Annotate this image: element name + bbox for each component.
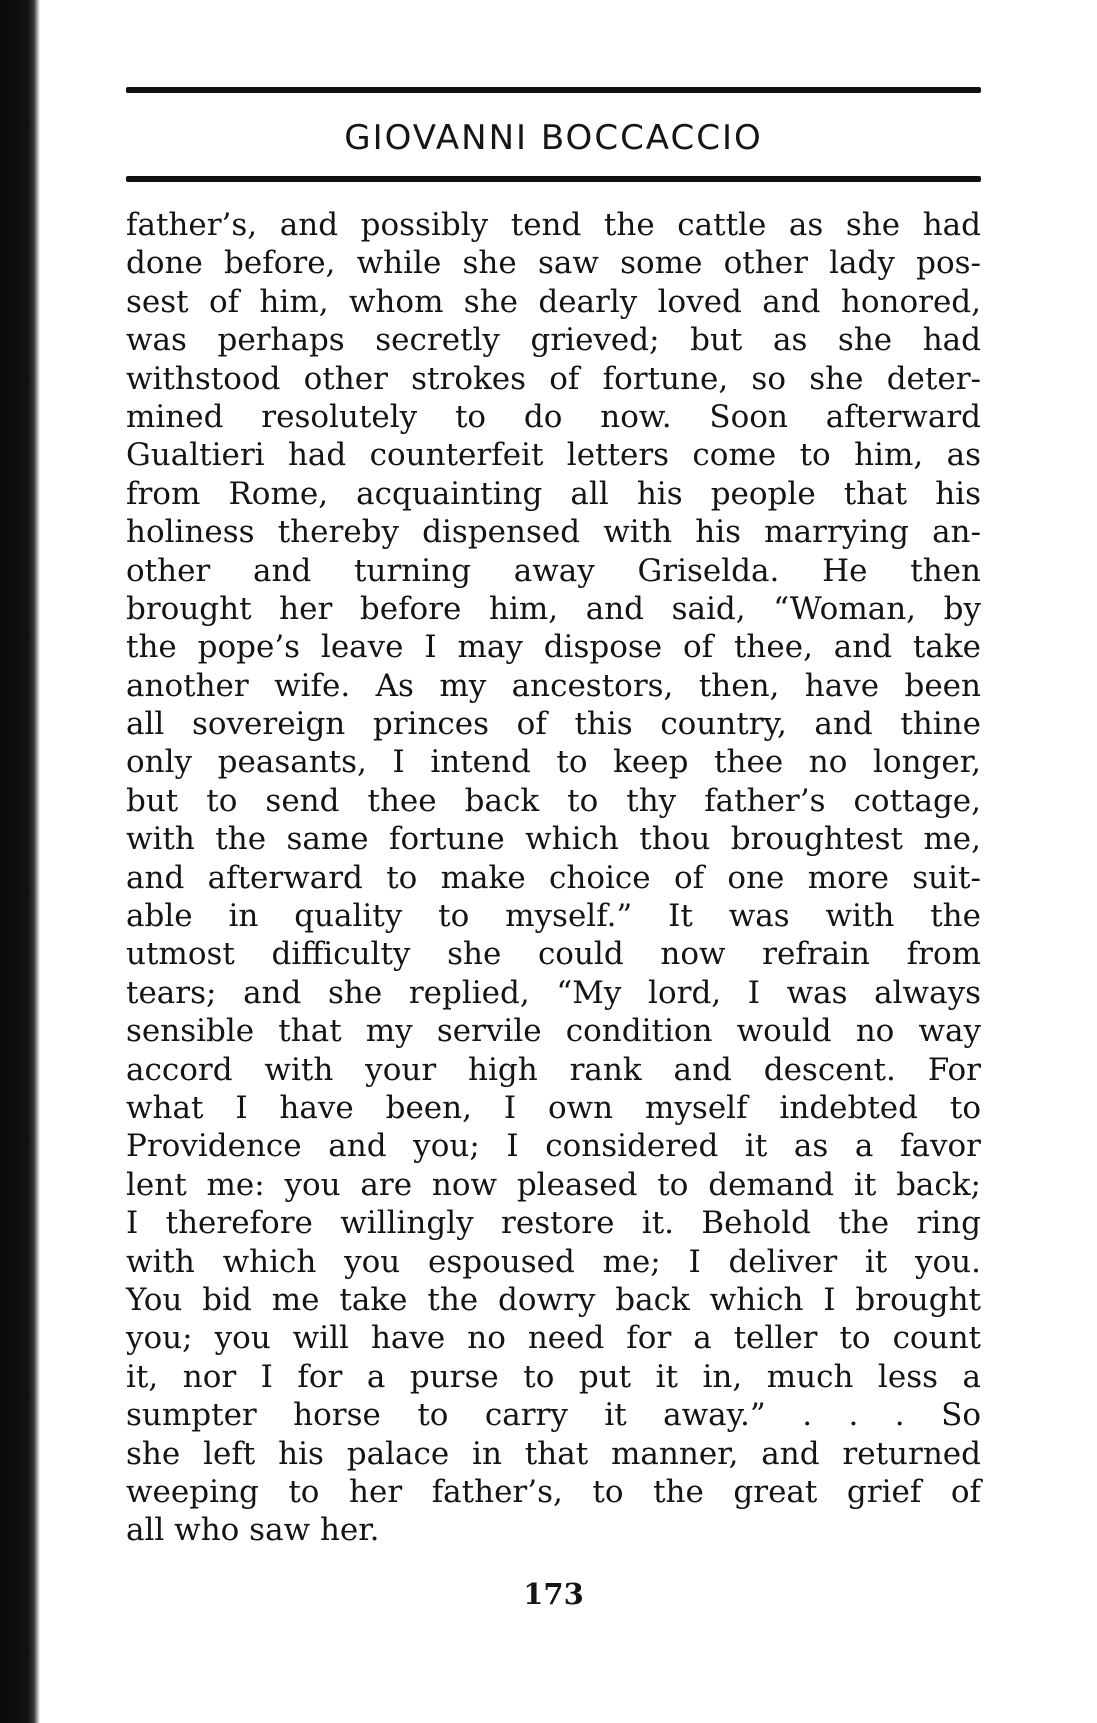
text-line: another wife. As my ancestors, then, have been <box>126 667 981 704</box>
text-line: but to send thee back to thy father’s cottage, <box>126 782 981 819</box>
text-line-last: all who saw her. <box>126 1512 380 1549</box>
text-line: from Rome, acquainting all his people that his <box>126 475 981 512</box>
body-text <box>126 206 981 1550</box>
text-line: tears; and she replied, “My lord, I was always <box>126 974 981 1011</box>
text-line: and afterward to make choice of one more suit- <box>126 859 981 896</box>
text-line: You bid me take the dowry back which I brought <box>126 1281 981 1318</box>
text-line: mined resolutely to do now. Soon afterward <box>126 398 981 435</box>
text-line: done before, while she saw some other lady pos- <box>126 245 981 282</box>
text-line: other and turning away Griselda. He then <box>126 552 981 589</box>
text-line: it, nor I for a purse to put it in, much less a <box>126 1358 981 1395</box>
text-line: sumpter horse to carry it away.” . . . So <box>126 1397 981 1434</box>
text-line: lent me: you are now pleased to demand it back; <box>126 1166 981 1203</box>
text-line: weeping to her father’s, to the great grief of <box>126 1473 981 1510</box>
text-line: she left his palace in that manner, and returned <box>126 1435 981 1472</box>
text-line: only peasants, I intend to keep thee no longer, <box>126 744 981 781</box>
text-line: with which you espoused me; I deliver it you. <box>126 1243 981 1280</box>
header-rule-bottom <box>126 176 981 182</box>
text-line: brought her before him, and said, “Woman, by <box>126 590 981 627</box>
text-line: was perhaps secretly grieved; but as she had <box>126 322 981 359</box>
text-line: sest of him, whom she dearly loved and honored, <box>126 283 981 320</box>
text-line: you; you will have no need for a teller to count <box>126 1320 981 1357</box>
text-line: holiness thereby dispensed with his marrying an- <box>126 514 981 551</box>
text-line: what I have been, I own myself indebted to <box>126 1089 981 1126</box>
page-number: 173 <box>523 1577 584 1611</box>
text-line: sensible that my servile condition would no way <box>126 1013 981 1050</box>
text-line: Providence and you; I considered it as a favor <box>126 1128 981 1165</box>
text-line: father’s, and possibly tend the cattle as she had <box>126 207 981 243</box>
text-line: withstood other strokes of fortune, so she deter- <box>126 360 981 397</box>
text-line: I therefore willingly restore it. Behold the ring <box>126 1205 981 1242</box>
text-line: Gualtieri had counterfeit letters come to him, as <box>126 437 981 474</box>
text-line: utmost difficulty she could now refrain from <box>126 936 981 973</box>
book-page <box>126 0 981 1723</box>
text-line: accord with your high rank and descent. For <box>126 1051 981 1088</box>
text-line: all sovereign princes of this country, and thine <box>126 706 981 743</box>
text-line: the pope’s leave I may dispose of thee, and take <box>126 629 981 666</box>
running-head: GIOVANNI BOCCACCIO <box>344 118 763 158</box>
header-rule-top <box>126 87 981 93</box>
text-line: able in quality to myself.” It was with the <box>126 898 981 935</box>
book-spine-shadow <box>0 0 40 1723</box>
text-line: with the same fortune which thou broughtest me, <box>126 821 981 858</box>
